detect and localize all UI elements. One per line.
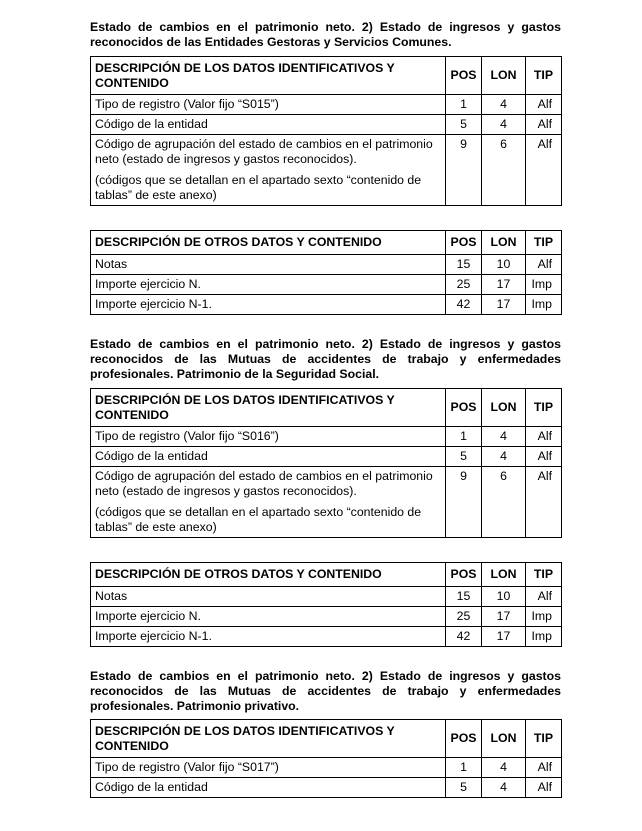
identification-table — [90, 388, 562, 538]
row-lon: 4 — [482, 115, 526, 135]
header-description: DESCRIPCIÓN DE OTROS DATOS Y CONTENIDO — [91, 231, 446, 255]
header-pos: POS — [446, 57, 482, 95]
row-tip: Imp — [526, 295, 562, 315]
table-row — [91, 295, 562, 315]
header-tip: TIP — [526, 389, 562, 427]
table-header-row — [91, 720, 562, 758]
table-row — [91, 135, 562, 206]
row-pos: 42 — [446, 295, 482, 315]
row-pos: 9 — [446, 135, 482, 206]
row-description: Código de la entidad — [91, 778, 446, 798]
table-header-row — [91, 563, 562, 587]
other-data-table — [90, 230, 562, 315]
row-lon: 10 — [482, 587, 526, 607]
row-tip: Alf — [526, 587, 562, 607]
row-description: Notas — [91, 255, 446, 275]
header-lon: LON — [482, 57, 526, 95]
identification-table — [90, 719, 562, 798]
header-description: DESCRIPCIÓN DE LOS DATOS IDENTIFICATIVOS Y CONTENIDO — [91, 389, 446, 427]
row-lon: 17 — [482, 607, 526, 627]
header-description: DESCRIPCIÓN DE LOS DATOS IDENTIFICATIVOS Y CONTENIDO — [91, 720, 446, 758]
table-row — [91, 778, 562, 798]
header-description: DESCRIPCIÓN DE OTROS DATOS Y CONTENIDO — [91, 563, 446, 587]
row-pos: 1 — [446, 758, 482, 778]
row-pos: 25 — [446, 607, 482, 627]
table-row — [91, 95, 562, 115]
table-header-row — [91, 57, 562, 95]
header-lon: LON — [482, 231, 526, 255]
row-tip: Alf — [526, 135, 562, 206]
row-tip: Alf — [526, 255, 562, 275]
row-description: Importe ejercicio N. — [91, 607, 446, 627]
row-lon: 17 — [482, 627, 526, 647]
row-lon: 4 — [482, 778, 526, 798]
header-lon: LON — [482, 563, 526, 587]
row-description: Importe ejercicio N-1. — [91, 627, 446, 647]
header-tip: TIP — [526, 231, 562, 255]
table-row — [91, 255, 562, 275]
row-lon: 17 — [482, 295, 526, 315]
row-lon: 17 — [482, 275, 526, 295]
row-description: Código de agrupación del estado de cambios en el patrimonio neto (estado de ingresos y gastos reconocidos). — [95, 137, 433, 166]
row-pos: 1 — [446, 427, 482, 447]
header-pos: POS — [446, 389, 482, 427]
row-description: Notas — [91, 587, 446, 607]
row-pos: 42 — [446, 627, 482, 647]
row-pos: 9 — [446, 467, 482, 538]
row-tip: Alf — [526, 778, 562, 798]
row-description-cell — [91, 135, 446, 206]
header-pos: POS — [446, 720, 482, 758]
row-description: Código de la entidad — [91, 447, 446, 467]
row-tip: Alf — [526, 115, 562, 135]
row-pos: 1 — [446, 95, 482, 115]
header-tip: TIP — [526, 563, 562, 587]
row-pos: 5 — [446, 778, 482, 798]
row-tip: Imp — [526, 607, 562, 627]
table-row — [91, 275, 562, 295]
row-lon: 4 — [482, 427, 526, 447]
other-data-table — [90, 562, 562, 647]
row-tip: Alf — [526, 427, 562, 447]
row-description: Tipo de registro (Valor fijo “S015”) — [91, 95, 446, 115]
table-row — [91, 607, 562, 627]
header-pos: POS — [446, 563, 482, 587]
row-pos: 15 — [446, 587, 482, 607]
row-description-cell — [91, 467, 446, 538]
row-pos: 5 — [446, 447, 482, 467]
row-lon: 6 — [482, 467, 526, 538]
header-lon: LON — [482, 720, 526, 758]
row-note: (códigos que se detallan en el apartado sexto “contenido de tablas” de este anexo) — [95, 505, 422, 534]
row-tip: Imp — [526, 627, 562, 647]
table-row — [91, 447, 562, 467]
row-description: Importe ejercicio N. — [91, 275, 446, 295]
section-heading: Estado de cambios en el patrimonio neto. 2) Estado de ingresos y gastos reconocidos de las Entidades Gestoras y Servicios Comunes. — [90, 20, 561, 49]
row-description: Código de agrupación del estado de cambios en el patrimonio neto (estado de ingresos y gastos reconocidos). — [95, 469, 433, 498]
header-pos: POS — [446, 231, 482, 255]
table-row — [91, 115, 562, 135]
row-description: Tipo de registro (Valor fijo “S017”) — [91, 758, 446, 778]
row-tip: Alf — [526, 95, 562, 115]
row-tip: Alf — [526, 467, 562, 538]
table-row — [91, 427, 562, 447]
section-heading: Estado de cambios en el patrimonio neto. 2) Estado de ingresos y gastos reconocidos de las Mutuas de accidentes de trabajo y enfermedades profesionales. Patrimonio privativo. — [90, 669, 561, 713]
row-description: Código de la entidad — [91, 115, 446, 135]
header-description: DESCRIPCIÓN DE LOS DATOS IDENTIFICATIVOS Y CONTENIDO — [91, 57, 446, 95]
table-header-row — [91, 389, 562, 427]
row-tip: Alf — [526, 447, 562, 467]
row-pos: 25 — [446, 275, 482, 295]
row-pos: 15 — [446, 255, 482, 275]
table-row — [91, 587, 562, 607]
table-header-row — [91, 231, 562, 255]
header-tip: TIP — [526, 720, 562, 758]
row-lon: 4 — [482, 447, 526, 467]
row-lon: 4 — [482, 95, 526, 115]
table-row — [91, 758, 562, 778]
row-note: (códigos que se detallan en el apartado sexto “contenido de tablas” de este anexo) — [95, 173, 422, 202]
table-row — [91, 467, 562, 538]
table-row — [91, 627, 562, 647]
row-tip: Imp — [526, 275, 562, 295]
row-lon: 4 — [482, 758, 526, 778]
section-heading: Estado de cambios en el patrimonio neto. 2) Estado de ingresos y gastos reconocidos de las Mutuas de accidentes de trabajo y enfermedades profesionales. Patrimonio de la Seguridad Social. — [90, 337, 561, 381]
row-lon: 6 — [482, 135, 526, 206]
row-lon: 10 — [482, 255, 526, 275]
header-lon: LON — [482, 389, 526, 427]
row-description: Importe ejercicio N-1. — [91, 295, 446, 315]
row-pos: 5 — [446, 115, 482, 135]
row-tip: Alf — [526, 758, 562, 778]
row-description: Tipo de registro (Valor fijo “S016”) — [91, 427, 446, 447]
identification-table — [90, 56, 562, 206]
header-tip: TIP — [526, 57, 562, 95]
